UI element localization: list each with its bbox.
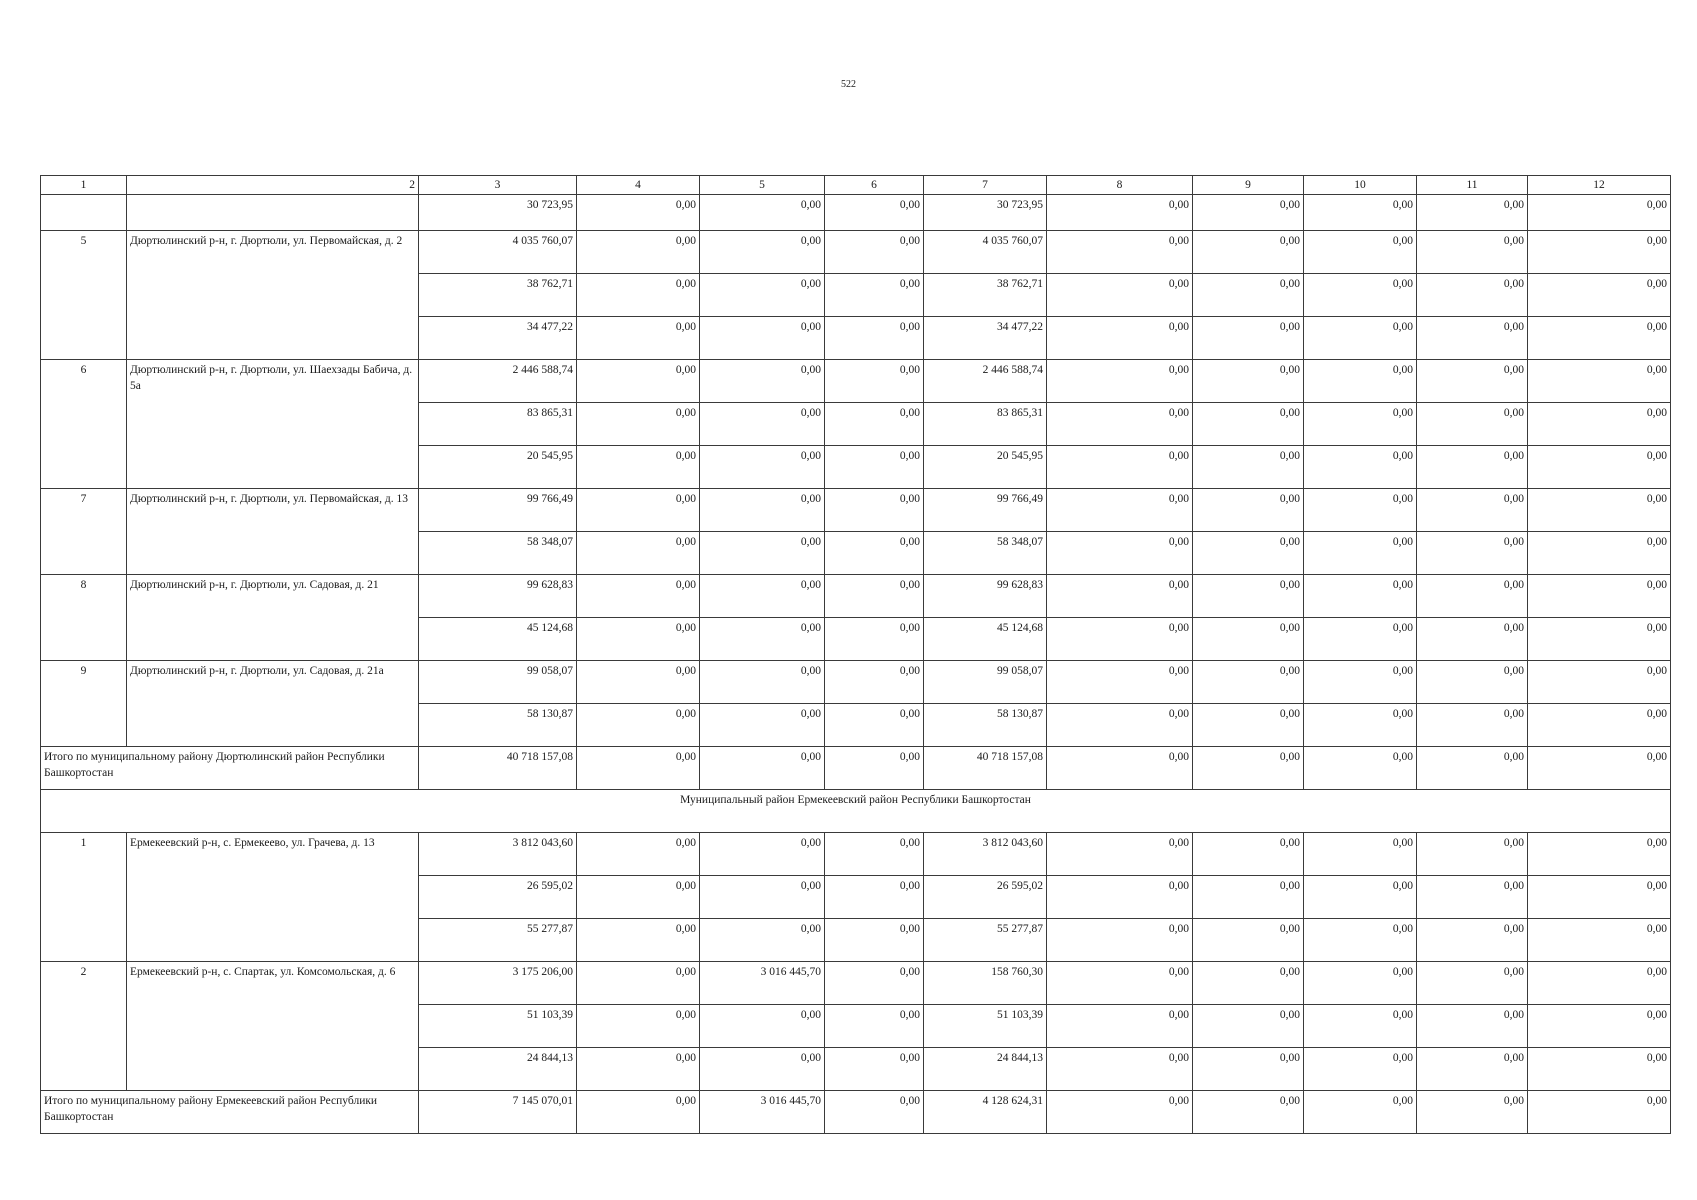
value-cell-col-8: 0,00	[1047, 274, 1193, 317]
table-row	[41, 575, 1671, 618]
value-cell-col-7: 158 760,30	[924, 962, 1047, 1005]
value-cell-col-12: 0,00	[1528, 489, 1671, 532]
value-cell-col-5: 0,00	[700, 446, 825, 489]
value-cell-col-8: 0,00	[1047, 876, 1193, 919]
value-cell-col-8: 0,00	[1047, 231, 1193, 274]
value-cell-col-10: 0,00	[1304, 704, 1417, 747]
column-number-9: 9	[1193, 176, 1304, 195]
value-cell-col-6: 0,00	[825, 274, 924, 317]
row-index: 8	[41, 575, 127, 661]
value-cell-col-3: 83 865,31	[419, 403, 577, 446]
value-cell-col-9: 0,00	[1193, 575, 1304, 618]
value-cell-col-3: 2 446 588,74	[419, 360, 577, 403]
value-cell-col-12: 0,00	[1528, 195, 1671, 231]
value-cell-col-9: 0,00	[1193, 446, 1304, 489]
value-cell-col-11: 0,00	[1417, 618, 1528, 661]
value-cell-col-3: 99 628,83	[419, 575, 577, 618]
value-cell-col-10: 0,00	[1304, 661, 1417, 704]
value-cell-col-4: 0,00	[577, 704, 700, 747]
value-cell-col-11: 0,00	[1417, 962, 1528, 1005]
value-cell-col-10: 0,00	[1304, 532, 1417, 575]
column-number-2: 2	[127, 176, 419, 195]
value-cell-col-12: 0,00	[1528, 618, 1671, 661]
value-cell-col-9: 0,00	[1193, 360, 1304, 403]
value-cell-col-12: 0,00	[1528, 274, 1671, 317]
row-index: 9	[41, 661, 127, 747]
value-cell-col-4: 0,00	[577, 618, 700, 661]
value-cell-col-9: 0,00	[1193, 876, 1304, 919]
value-cell-col-6: 0,00	[825, 919, 924, 962]
value-cell-col-12: 0,00	[1528, 317, 1671, 360]
value-cell-col-3: 99 766,49	[419, 489, 577, 532]
value-cell-col-9: 0,00	[1193, 747, 1304, 790]
value-cell-col-8: 0,00	[1047, 747, 1193, 790]
total-row	[41, 747, 1671, 790]
value-cell-col-8: 0,00	[1047, 403, 1193, 446]
value-cell-col-8: 0,00	[1047, 446, 1193, 489]
value-cell-col-12: 0,00	[1528, 1005, 1671, 1048]
index-cell	[41, 195, 127, 231]
value-cell-col-11: 0,00	[1417, 231, 1528, 274]
value-cell-col-8: 0,00	[1047, 962, 1193, 1005]
value-cell-col-7: 58 130,87	[924, 704, 1047, 747]
value-cell-col-9: 0,00	[1193, 532, 1304, 575]
value-cell-col-8: 0,00	[1047, 532, 1193, 575]
value-cell-col-7: 3 812 043,60	[924, 833, 1047, 876]
value-cell-col-6: 0,00	[825, 360, 924, 403]
value-cell-col-4: 0,00	[577, 1091, 700, 1134]
value-cell-col-5: 0,00	[700, 833, 825, 876]
value-cell-col-3: 38 762,71	[419, 274, 577, 317]
value-cell-col-12: 0,00	[1528, 704, 1671, 747]
value-cell-col-3: 7 145 070,01	[419, 1091, 577, 1134]
value-cell-col-6: 0,00	[825, 575, 924, 618]
value-cell-col-10: 0,00	[1304, 1048, 1417, 1091]
value-cell-col-5: 0,00	[700, 704, 825, 747]
value-cell-col-7: 58 348,07	[924, 532, 1047, 575]
value-cell-col-6: 0,00	[825, 618, 924, 661]
value-cell-col-7: 45 124,68	[924, 618, 1047, 661]
value-cell-col-4: 0,00	[577, 195, 700, 231]
value-cell-col-12: 0,00	[1528, 446, 1671, 489]
value-cell-col-9: 0,00	[1193, 704, 1304, 747]
column-number-8: 8	[1047, 176, 1193, 195]
value-cell-col-11: 0,00	[1417, 747, 1528, 790]
value-cell-col-11: 0,00	[1417, 1091, 1528, 1134]
table-row	[41, 360, 1671, 403]
total-label: Итого по муниципальному району Ермекеевский район Республики Башкортостан	[41, 1091, 419, 1134]
section-title: Муниципальный район Ермекеевский район Республики Башкортостан	[41, 790, 1671, 833]
value-cell-col-5: 0,00	[700, 1048, 825, 1091]
value-cell-col-3: 58 348,07	[419, 532, 577, 575]
address-cell: Ермекеевский р-н, с. Спартак, ул. Комсомольская, д. 6	[127, 962, 419, 1091]
value-cell-col-3: 30 723,95	[419, 195, 577, 231]
value-cell-col-5: 0,00	[700, 231, 825, 274]
table-row	[41, 489, 1671, 532]
value-cell-col-6: 0,00	[825, 747, 924, 790]
value-cell-col-3: 4 035 760,07	[419, 231, 577, 274]
row-index: 5	[41, 231, 127, 360]
column-number-5: 5	[700, 176, 825, 195]
value-cell-col-7: 55 277,87	[924, 919, 1047, 962]
value-cell-col-12: 0,00	[1528, 833, 1671, 876]
value-cell-col-11: 0,00	[1417, 317, 1528, 360]
value-cell-col-10: 0,00	[1304, 489, 1417, 532]
value-cell-col-9: 0,00	[1193, 1048, 1304, 1091]
value-cell-col-10: 0,00	[1304, 747, 1417, 790]
value-cell-col-5: 0,00	[700, 195, 825, 231]
value-cell-col-4: 0,00	[577, 1048, 700, 1091]
value-cell-col-11: 0,00	[1417, 833, 1528, 876]
value-cell-col-12: 0,00	[1528, 962, 1671, 1005]
value-cell-col-7: 38 762,71	[924, 274, 1047, 317]
value-cell-col-6: 0,00	[825, 876, 924, 919]
value-cell-col-12: 0,00	[1528, 360, 1671, 403]
column-number-7: 7	[924, 176, 1047, 195]
value-cell-col-8: 0,00	[1047, 833, 1193, 876]
value-cell-col-7: 99 628,83	[924, 575, 1047, 618]
value-cell-col-10: 0,00	[1304, 403, 1417, 446]
value-cell-col-10: 0,00	[1304, 231, 1417, 274]
value-cell-col-8: 0,00	[1047, 575, 1193, 618]
value-cell-col-10: 0,00	[1304, 446, 1417, 489]
column-number-row	[41, 176, 1671, 195]
value-cell-col-3: 55 277,87	[419, 919, 577, 962]
value-cell-col-12: 0,00	[1528, 1048, 1671, 1091]
value-cell-col-3: 99 058,07	[419, 661, 577, 704]
total-row	[41, 1091, 1671, 1134]
value-cell-col-12: 0,00	[1528, 876, 1671, 919]
table-row	[41, 962, 1671, 1005]
value-cell-col-4: 0,00	[577, 876, 700, 919]
value-cell-col-5: 3 016 445,70	[700, 962, 825, 1005]
value-cell-col-7: 24 844,13	[924, 1048, 1047, 1091]
value-cell-col-10: 0,00	[1304, 1091, 1417, 1134]
value-cell-col-11: 0,00	[1417, 360, 1528, 403]
value-cell-col-10: 0,00	[1304, 962, 1417, 1005]
value-cell-col-12: 0,00	[1528, 747, 1671, 790]
value-cell-col-8: 0,00	[1047, 618, 1193, 661]
address-cell: Дюртюлинский р-н, г. Дюртюли, ул. Садовая, д. 21	[127, 575, 419, 661]
value-cell-col-10: 0,00	[1304, 274, 1417, 317]
value-cell-col-7: 99 766,49	[924, 489, 1047, 532]
row-index: 6	[41, 360, 127, 489]
value-cell-col-4: 0,00	[577, 446, 700, 489]
value-cell-col-7: 34 477,22	[924, 317, 1047, 360]
value-cell-col-12: 0,00	[1528, 919, 1671, 962]
value-cell-col-5: 0,00	[700, 489, 825, 532]
value-cell-col-5: 0,00	[700, 747, 825, 790]
address-cell: Ермекеевский р-н, с. Ермекеево, ул. Грачева, д. 13	[127, 833, 419, 962]
value-cell-col-10: 0,00	[1304, 876, 1417, 919]
value-cell-col-9: 0,00	[1193, 489, 1304, 532]
value-cell-col-4: 0,00	[577, 231, 700, 274]
value-cell-col-7: 20 545,95	[924, 446, 1047, 489]
value-cell-col-9: 0,00	[1193, 274, 1304, 317]
value-cell-col-3: 26 595,02	[419, 876, 577, 919]
value-cell-col-5: 0,00	[700, 360, 825, 403]
value-cell-col-6: 0,00	[825, 704, 924, 747]
table-row	[41, 195, 1671, 231]
row-index: 1	[41, 833, 127, 962]
value-cell-col-4: 0,00	[577, 532, 700, 575]
value-cell-col-6: 0,00	[825, 532, 924, 575]
value-cell-col-9: 0,00	[1193, 231, 1304, 274]
value-cell-col-4: 0,00	[577, 274, 700, 317]
value-cell-col-11: 0,00	[1417, 489, 1528, 532]
value-cell-col-9: 0,00	[1193, 661, 1304, 704]
value-cell-col-9: 0,00	[1193, 195, 1304, 231]
value-cell-col-5: 0,00	[700, 403, 825, 446]
value-cell-col-5: 0,00	[700, 575, 825, 618]
value-cell-col-8: 0,00	[1047, 919, 1193, 962]
value-cell-col-4: 0,00	[577, 747, 700, 790]
value-cell-col-11: 0,00	[1417, 195, 1528, 231]
value-cell-col-12: 0,00	[1528, 403, 1671, 446]
value-cell-col-7: 30 723,95	[924, 195, 1047, 231]
value-cell-col-6: 0,00	[825, 317, 924, 360]
value-cell-col-3: 24 844,13	[419, 1048, 577, 1091]
value-cell-col-6: 0,00	[825, 403, 924, 446]
column-number-11: 11	[1417, 176, 1528, 195]
value-cell-col-8: 0,00	[1047, 1005, 1193, 1048]
value-cell-col-6: 0,00	[825, 195, 924, 231]
value-cell-col-10: 0,00	[1304, 195, 1417, 231]
value-cell-col-11: 0,00	[1417, 532, 1528, 575]
column-number-10: 10	[1304, 176, 1417, 195]
value-cell-col-11: 0,00	[1417, 704, 1528, 747]
value-cell-col-12: 0,00	[1528, 661, 1671, 704]
value-cell-col-5: 0,00	[700, 876, 825, 919]
value-cell-col-4: 0,00	[577, 317, 700, 360]
value-cell-col-12: 0,00	[1528, 1091, 1671, 1134]
value-cell-col-10: 0,00	[1304, 833, 1417, 876]
address-cell: Дюртюлинский р-н, г. Дюртюли, ул. Первомайская, д. 2	[127, 231, 419, 360]
value-cell-col-6: 0,00	[825, 1005, 924, 1048]
value-cell-col-11: 0,00	[1417, 274, 1528, 317]
address-cell: Дюртюлинский р-н, г. Дюртюли, ул. Садовая, д. 21а	[127, 661, 419, 747]
value-cell-col-3: 45 124,68	[419, 618, 577, 661]
value-cell-col-7: 26 595,02	[924, 876, 1047, 919]
total-label: Итого по муниципальному району Дюртюлинский район Республики Башкортостан	[41, 747, 419, 790]
value-cell-col-8: 0,00	[1047, 489, 1193, 532]
value-cell-col-10: 0,00	[1304, 919, 1417, 962]
value-cell-col-11: 0,00	[1417, 1048, 1528, 1091]
value-cell-col-6: 0,00	[825, 962, 924, 1005]
value-cell-col-11: 0,00	[1417, 575, 1528, 618]
column-number-6: 6	[825, 176, 924, 195]
table-row	[41, 661, 1671, 704]
value-cell-col-3: 34 477,22	[419, 317, 577, 360]
value-cell-col-9: 0,00	[1193, 618, 1304, 661]
value-cell-col-5: 0,00	[700, 919, 825, 962]
value-cell-col-5: 0,00	[700, 532, 825, 575]
page-number: 522	[841, 79, 856, 90]
address-cell: Дюртюлинский р-н, г. Дюртюли, ул. Шаехзады Бабича, д. 5а	[127, 360, 419, 489]
value-cell-col-3: 3 175 206,00	[419, 962, 577, 1005]
value-cell-col-6: 0,00	[825, 833, 924, 876]
value-cell-col-7: 51 103,39	[924, 1005, 1047, 1048]
value-cell-col-12: 0,00	[1528, 231, 1671, 274]
value-cell-col-5: 0,00	[700, 661, 825, 704]
value-cell-col-5: 0,00	[700, 1005, 825, 1048]
value-cell-col-11: 0,00	[1417, 876, 1528, 919]
table-row	[41, 833, 1671, 876]
value-cell-col-9: 0,00	[1193, 919, 1304, 962]
value-cell-col-6: 0,00	[825, 1091, 924, 1134]
value-cell-col-4: 0,00	[577, 489, 700, 532]
section-header-row	[41, 790, 1671, 833]
column-number-1: 1	[41, 176, 127, 195]
value-cell-col-12: 0,00	[1528, 575, 1671, 618]
value-cell-col-4: 0,00	[577, 661, 700, 704]
value-cell-col-9: 0,00	[1193, 962, 1304, 1005]
value-cell-col-11: 0,00	[1417, 403, 1528, 446]
value-cell-col-7: 4 035 760,07	[924, 231, 1047, 274]
value-cell-col-9: 0,00	[1193, 1091, 1304, 1134]
value-cell-col-9: 0,00	[1193, 833, 1304, 876]
value-cell-col-3: 58 130,87	[419, 704, 577, 747]
value-cell-col-5: 3 016 445,70	[700, 1091, 825, 1134]
value-cell-col-4: 0,00	[577, 360, 700, 403]
value-cell-col-7: 99 058,07	[924, 661, 1047, 704]
value-cell-col-10: 0,00	[1304, 1005, 1417, 1048]
value-cell-col-8: 0,00	[1047, 704, 1193, 747]
value-cell-col-4: 0,00	[577, 833, 700, 876]
value-cell-col-3: 51 103,39	[419, 1005, 577, 1048]
address-cell	[127, 195, 419, 231]
value-cell-col-5: 0,00	[700, 274, 825, 317]
value-cell-col-4: 0,00	[577, 403, 700, 446]
value-cell-col-4: 0,00	[577, 1005, 700, 1048]
value-cell-col-11: 0,00	[1417, 446, 1528, 489]
value-cell-col-7: 2 446 588,74	[924, 360, 1047, 403]
value-cell-col-6: 0,00	[825, 489, 924, 532]
value-cell-col-12: 0,00	[1528, 532, 1671, 575]
value-cell-col-6: 0,00	[825, 231, 924, 274]
value-cell-col-6: 0,00	[825, 661, 924, 704]
value-cell-col-6: 0,00	[825, 1048, 924, 1091]
value-cell-col-8: 0,00	[1047, 661, 1193, 704]
value-cell-col-7: 83 865,31	[924, 403, 1047, 446]
value-cell-col-11: 0,00	[1417, 1005, 1528, 1048]
value-cell-col-5: 0,00	[700, 317, 825, 360]
row-index: 2	[41, 962, 127, 1091]
value-cell-col-11: 0,00	[1417, 661, 1528, 704]
value-cell-col-4: 0,00	[577, 575, 700, 618]
value-cell-col-8: 0,00	[1047, 1091, 1193, 1134]
column-number-4: 4	[577, 176, 700, 195]
value-cell-col-11: 0,00	[1417, 919, 1528, 962]
value-cell-col-4: 0,00	[577, 919, 700, 962]
value-cell-col-5: 0,00	[700, 618, 825, 661]
value-cell-col-8: 0,00	[1047, 195, 1193, 231]
value-cell-col-8: 0,00	[1047, 360, 1193, 403]
value-cell-col-3: 3 812 043,60	[419, 833, 577, 876]
value-cell-col-10: 0,00	[1304, 317, 1417, 360]
table-row	[41, 231, 1671, 274]
column-number-12: 12	[1528, 176, 1671, 195]
value-cell-col-4: 0,00	[577, 962, 700, 1005]
value-cell-col-9: 0,00	[1193, 317, 1304, 360]
value-cell-col-7: 4 128 624,31	[924, 1091, 1047, 1134]
value-cell-col-8: 0,00	[1047, 317, 1193, 360]
value-cell-col-9: 0,00	[1193, 1005, 1304, 1048]
value-cell-col-10: 0,00	[1304, 575, 1417, 618]
value-cell-col-8: 0,00	[1047, 1048, 1193, 1091]
value-cell-col-9: 0,00	[1193, 403, 1304, 446]
address-cell: Дюртюлинский р-н, г. Дюртюли, ул. Первомайская, д. 13	[127, 489, 419, 575]
column-number-3: 3	[419, 176, 577, 195]
row-index: 7	[41, 489, 127, 575]
report-table	[40, 175, 1671, 1134]
value-cell-col-6: 0,00	[825, 446, 924, 489]
value-cell-col-7: 40 718 157,08	[924, 747, 1047, 790]
value-cell-col-3: 40 718 157,08	[419, 747, 577, 790]
value-cell-col-10: 0,00	[1304, 618, 1417, 661]
value-cell-col-10: 0,00	[1304, 360, 1417, 403]
value-cell-col-3: 20 545,95	[419, 446, 577, 489]
